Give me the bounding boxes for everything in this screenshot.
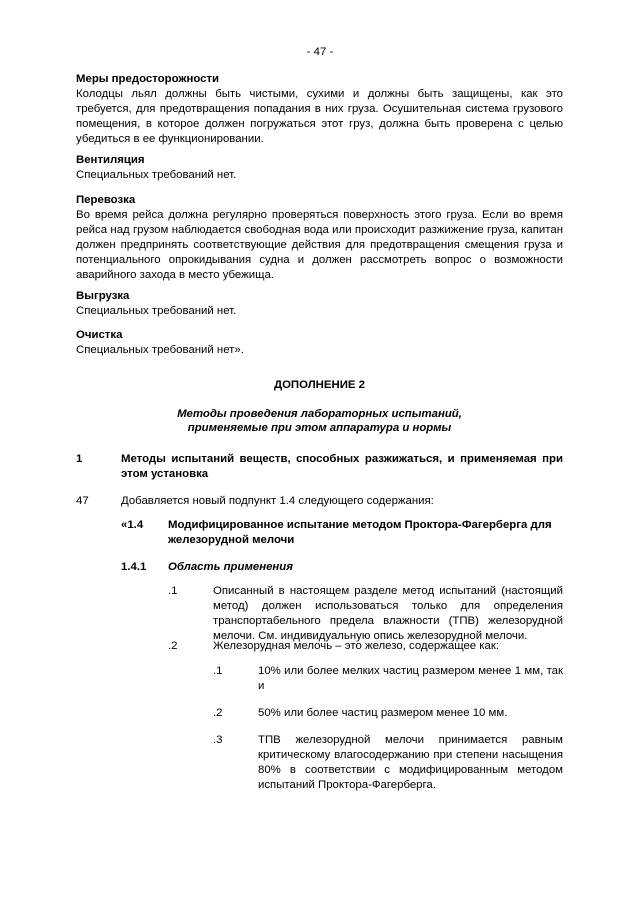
section-heading-discharge: Выгрузка bbox=[76, 290, 130, 302]
subparagraph-text: ТПВ железорудной мелочи принимается равным критическому влагосодержанию при степени насыщения 80% в соответствии с модифицированным методом испытаний Проктора-Фагерберга. bbox=[258, 734, 563, 791]
section-body-carriage: Во время рейса должна регулярно проверяться поверхность этого груза. Если во время рейса над грузом наблюдается свободная вода или происходит разжижение груза, капитан должен предпринять соответствующие действия для предотвращения смещения груза и потенциального опрокидывания судна и должен рассмотреть вопрос о возможности аварийного захода в место убежища. bbox=[76, 209, 563, 281]
amendment-number: 47 bbox=[76, 495, 89, 507]
appendix-subtitle-line2: применяемые при этом аппаратура и нормы bbox=[187, 422, 452, 434]
amendment-text: Добавляется новый подпункт 1.4 следующего содержания: bbox=[121, 495, 434, 507]
section-heading-ventilation: Вентиляция bbox=[76, 154, 145, 166]
paragraph-text: Железорудная мелочь – это железо, содержащее как: bbox=[213, 640, 499, 652]
section-heading-carriage: Перевозка bbox=[76, 194, 136, 206]
section-body-ventilation: Специальных требований нет. bbox=[76, 169, 237, 181]
page-number: - 47 - bbox=[306, 46, 334, 58]
subparagraph-text: 10% или более мелких частиц размером менее 1 мм, так и bbox=[258, 665, 563, 692]
section-heading-precautions: Меры предосторожности bbox=[76, 73, 220, 85]
clause-number: 1.4.1 bbox=[121, 561, 147, 573]
section-body-discharge: Специальных требований нет. bbox=[76, 305, 237, 317]
subparagraph-number: .3 bbox=[213, 734, 223, 746]
subsection-title: Модифицированное испытание методом Проктора-Фагерберга для железорудной мелочи bbox=[168, 519, 552, 546]
subparagraph-number: .2 bbox=[213, 707, 223, 719]
subparagraph-text: 50% или более частиц размером менее 10 мм. bbox=[258, 707, 508, 719]
item-title: Методы испытаний веществ, способных разжижаться, и применяемая при этом установка bbox=[121, 453, 563, 480]
clause-title: Область применения bbox=[168, 561, 293, 573]
section-heading-cleaning: Очистка bbox=[76, 329, 123, 341]
paragraph-number: .2 bbox=[168, 640, 178, 652]
section-body-cleaning: Специальных требований нет». bbox=[76, 344, 244, 356]
section-body-precautions: Колодцы льял должны быть чистыми, сухими и должны быть защищены, как это требуется, для предотвращения попадания в них груза. Осушительная система грузового помещения, в которое должен погружаться этот груз, должна быть проверена с целью убедиться в ее функционировании. bbox=[76, 88, 563, 145]
subparagraph-number: .1 bbox=[213, 665, 223, 677]
paragraph-number: .1 bbox=[168, 585, 178, 597]
paragraph-text: Описанный в настоящем разделе метод испытаний (настоящий метод) должен использоваться только для определения транспортабельного предела влажности (ТПВ) железорудной мелочи. См. индивидуальную опись железорудной мелочи. bbox=[213, 585, 563, 642]
item-number: 1 bbox=[76, 453, 83, 465]
subsection-number: «1.4 bbox=[121, 519, 144, 531]
appendix-title: ДОПОЛНЕНИЕ 2 bbox=[273, 379, 366, 391]
appendix-subtitle-line1: Методы проведения лабораторных испытаний, bbox=[177, 408, 462, 420]
